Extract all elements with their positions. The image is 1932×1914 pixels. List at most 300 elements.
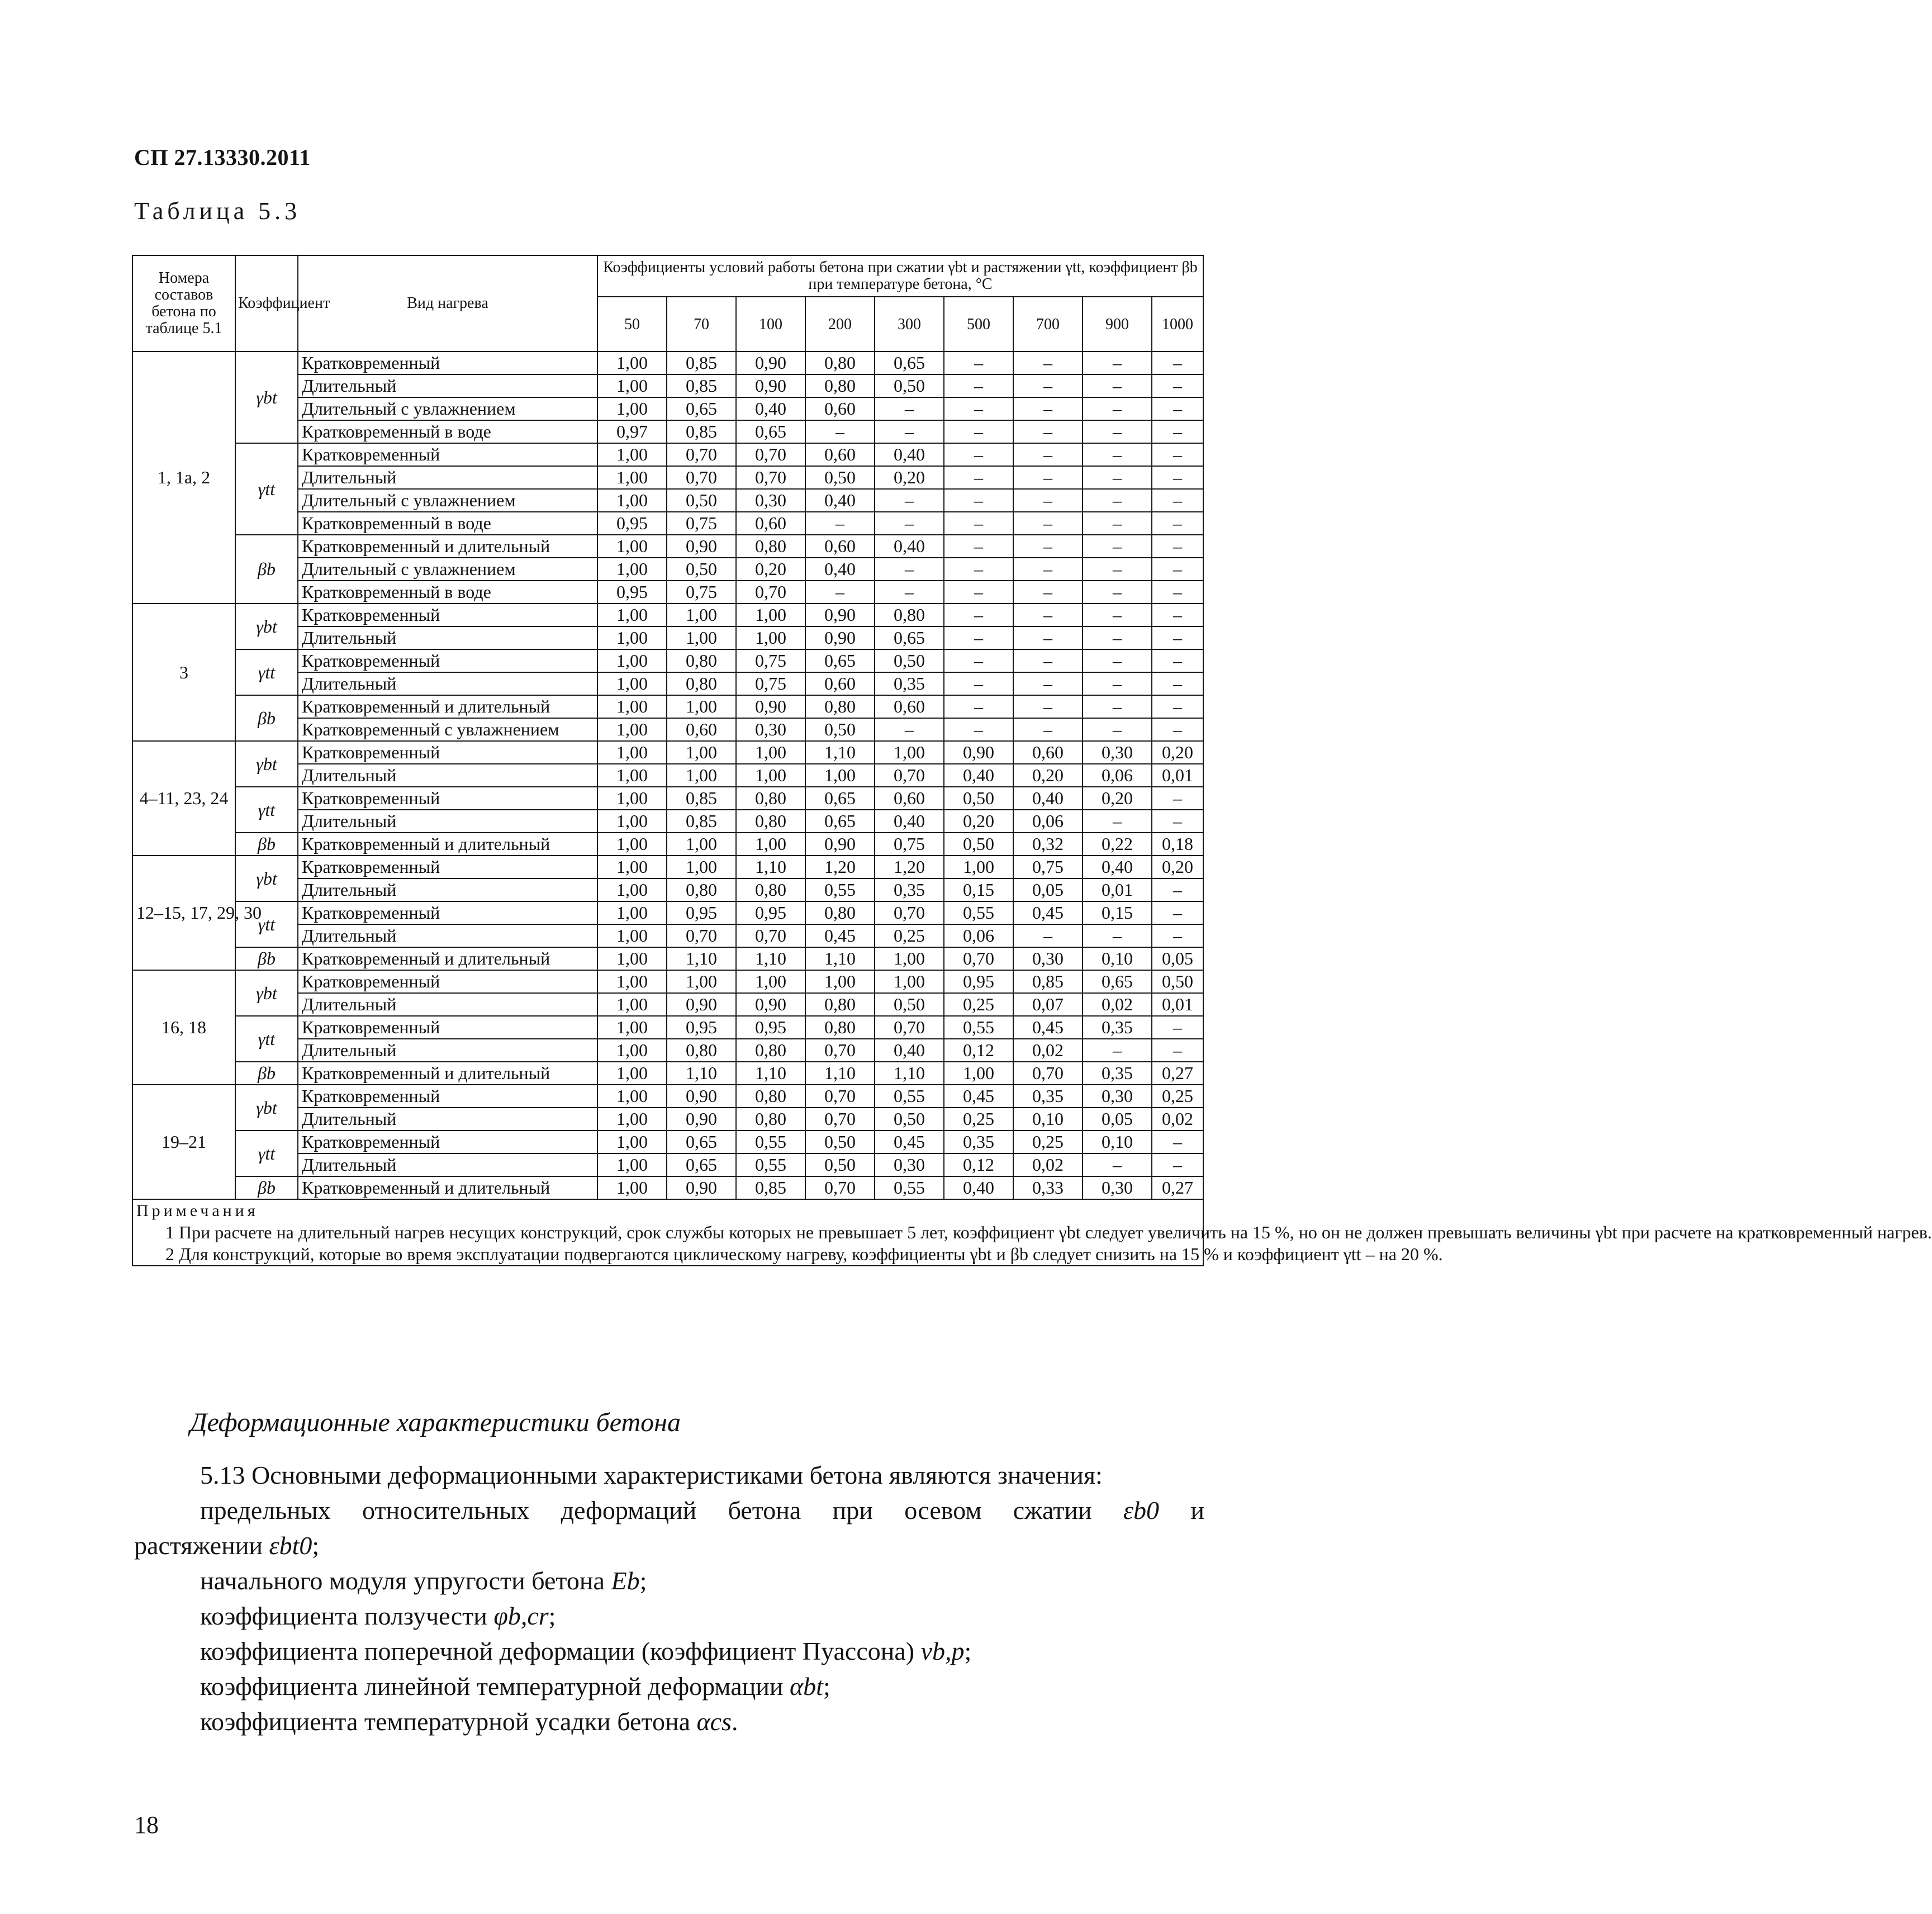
heating-type: Кратковременный [298, 1016, 597, 1039]
coefficient-value: 0,40 [736, 397, 805, 420]
coefficient-value: 0,25 [944, 1108, 1013, 1131]
coefficient-value: 0,80 [736, 810, 805, 833]
coefficient-value: 0,65 [736, 420, 805, 443]
coefficient-value: 0,35 [1083, 1062, 1152, 1085]
table-row [132, 352, 1203, 374]
coefficient-value: – [1013, 626, 1083, 649]
coefficient-value: – [1083, 352, 1152, 374]
coefficient-value: – [1083, 443, 1152, 466]
coefficient-value: 0,01 [1152, 764, 1203, 787]
coefficient-value: – [944, 443, 1013, 466]
coefficient-value: 0,90 [667, 993, 736, 1016]
coefficient-value: – [1152, 810, 1203, 833]
coefficient-value: – [1152, 878, 1203, 901]
coefficient-value: 0,80 [667, 672, 736, 695]
coefficient-symbol: γbt [235, 1085, 298, 1131]
coefficient-value: 0,02 [1013, 1153, 1083, 1176]
temp-header: 1000 [1152, 297, 1203, 352]
coefficient-symbol: γtt [235, 649, 298, 695]
coefficient-value: 0,45 [805, 924, 875, 947]
coefficient-symbol: γbt [235, 741, 298, 787]
coefficient-value: – [1083, 558, 1152, 581]
coefficient-value: 1,00 [597, 695, 667, 718]
temp-header: 50 [597, 297, 667, 352]
table-row [132, 970, 1203, 993]
body-line [134, 1669, 1204, 1704]
coefficient-value: – [1083, 512, 1152, 535]
coefficient-value: – [1152, 581, 1203, 604]
coefficient-value: – [944, 535, 1013, 558]
body-line-tail: ; [548, 1602, 556, 1630]
coefficient-value: 0,06 [1083, 764, 1152, 787]
coefficient-value: 0,75 [1013, 856, 1083, 878]
coefficient-value: – [1152, 466, 1203, 489]
coefficient-value: 0,55 [805, 878, 875, 901]
coefficient-value: 0,60 [805, 672, 875, 695]
coefficient-value: 1,00 [597, 764, 667, 787]
body-line [134, 1704, 1204, 1739]
coefficient-value: 0,80 [736, 1085, 805, 1108]
body-line [134, 1598, 1204, 1633]
coefficient-value: – [1152, 1153, 1203, 1176]
heating-type: Длительный [298, 924, 597, 947]
coefficient-value: 0,75 [736, 649, 805, 672]
coefficient-value: – [1013, 443, 1083, 466]
coefficient-value: – [875, 420, 944, 443]
coefficient-value: 0,60 [805, 535, 875, 558]
table-row [132, 741, 1203, 764]
coefficient-value: – [944, 397, 1013, 420]
heating-type: Кратковременный [298, 901, 597, 924]
coefficient-value: 0,95 [736, 1016, 805, 1039]
coefficient-value: 0,35 [1013, 1085, 1083, 1108]
table-notes [132, 1199, 1932, 1266]
coefficient-value: – [1152, 718, 1203, 741]
heating-type: Кратковременный [298, 970, 597, 993]
temp-header: 500 [944, 297, 1013, 352]
coefficient-value: – [875, 397, 944, 420]
coefficient-value: – [1152, 1039, 1203, 1062]
coefficient-value: – [1013, 352, 1083, 374]
coefficient-value: – [1083, 1153, 1152, 1176]
coefficient-value: 0,65 [1083, 970, 1152, 993]
heating-type: Кратковременный [298, 741, 597, 764]
coefficients-table [132, 255, 1932, 1266]
body-line-tail: и [1190, 1496, 1205, 1524]
coefficient-value: 0,70 [875, 901, 944, 924]
table-row [132, 443, 1203, 466]
coefficient-value: – [805, 420, 875, 443]
heating-type: Длительный с увлажнением [298, 558, 597, 581]
coefficient-value: – [1152, 558, 1203, 581]
table-row [132, 1131, 1203, 1153]
coefficient-value: – [1083, 420, 1152, 443]
coefficient-value: 0,70 [944, 947, 1013, 970]
coefficient-value: 0,30 [1083, 741, 1152, 764]
table-row [132, 649, 1203, 672]
heating-type: Кратковременный [298, 1085, 597, 1108]
coefficient-value: 1,10 [667, 1062, 736, 1085]
coefficient-value: 0,95 [597, 512, 667, 535]
table-row [132, 604, 1203, 626]
coefficient-symbol: βb [235, 1062, 298, 1085]
body-line-text: предельных относительных деформаций бетона при осевом сжатии [200, 1496, 1092, 1524]
heating-type: Кратковременный [298, 443, 597, 466]
coefficient-value: 0,70 [805, 1176, 875, 1199]
coefficient-value: 0,80 [736, 878, 805, 901]
heating-type: Кратковременный [298, 649, 597, 672]
coefficient-value: 0,30 [736, 489, 805, 512]
coefficient-value: – [944, 649, 1013, 672]
coefficient-value: 0,25 [944, 993, 1013, 1016]
coefficient-value: – [1152, 672, 1203, 695]
coefficient-value: 0,33 [1013, 1176, 1083, 1199]
coefficient-value: – [1083, 1039, 1152, 1062]
heating-type: Длительный [298, 878, 597, 901]
coefficient-value: 0,55 [736, 1153, 805, 1176]
coefficient-value: 0,05 [1152, 947, 1203, 970]
coefficient-value: 1,10 [805, 741, 875, 764]
coefficient-value: 0,90 [736, 695, 805, 718]
coefficient-value: 0,75 [667, 581, 736, 604]
coefficient-value: – [1013, 924, 1083, 947]
coefficient-value: 0,60 [805, 397, 875, 420]
coefficient-value: 0,45 [944, 1085, 1013, 1108]
coefficient-value: 1,00 [736, 741, 805, 764]
heating-type: Кратковременный в воде [298, 512, 597, 535]
coefficient-value: 1,00 [667, 856, 736, 878]
page-number: 18 [134, 1811, 159, 1839]
coefficient-value: 0,40 [1083, 856, 1152, 878]
coefficient-symbol: βb [235, 695, 298, 741]
coefficient-value: 0,05 [1013, 878, 1083, 901]
heating-type: Кратковременный и длительный [298, 1062, 597, 1085]
coefficient-value: 0,80 [667, 1039, 736, 1062]
coefficient-value: 0,80 [667, 878, 736, 901]
coefficient-value: 0,30 [1013, 947, 1083, 970]
temp-header: 100 [736, 297, 805, 352]
coefficient-value: – [1083, 649, 1152, 672]
coefficient-value: 1,00 [667, 741, 736, 764]
coefficient-value: 0,75 [667, 512, 736, 535]
temp-header: 900 [1083, 297, 1152, 352]
coefficient-value: 0,50 [875, 1108, 944, 1131]
coefficient-value: 0,20 [944, 810, 1013, 833]
coefficient-value: 0,06 [944, 924, 1013, 947]
heating-type: Длительный [298, 810, 597, 833]
coefficient-value: 0,80 [805, 695, 875, 718]
section-body [134, 1457, 1204, 1739]
coefficient-value: 0,90 [736, 352, 805, 374]
coefficient-value: 0,80 [736, 1039, 805, 1062]
coefficient-value: 1,00 [597, 1176, 667, 1199]
table-row [132, 1062, 1203, 1085]
coefficient-value: 0,27 [1152, 1176, 1203, 1199]
coefficient-value: 1,00 [597, 443, 667, 466]
heating-type: Кратковременный и длительный [298, 947, 597, 970]
coefficient-value: 0,02 [1013, 1039, 1083, 1062]
coefficient-value: 0,45 [1013, 901, 1083, 924]
coefficient-value: 0,70 [736, 924, 805, 947]
coefficient-value: – [1083, 718, 1152, 741]
coefficient-value: – [944, 512, 1013, 535]
coefficient-value: 0,20 [1152, 856, 1203, 878]
coefficient-value: 0,50 [667, 489, 736, 512]
coefficient-value: 0,65 [805, 649, 875, 672]
coefficient-symbol: γtt [235, 443, 298, 535]
body-line-text: коэффициента поперечной деформации (коэффициент Пуассона) [200, 1637, 915, 1665]
table-row [132, 947, 1203, 970]
coefficient-value: 0,95 [736, 901, 805, 924]
coefficient-value: – [1083, 924, 1152, 947]
coefficient-value: 0,90 [667, 1085, 736, 1108]
coefficient-value: 1,00 [667, 604, 736, 626]
coefficient-value: – [944, 489, 1013, 512]
temp-header: 200 [805, 297, 875, 352]
coefficient-value: – [1083, 535, 1152, 558]
coefficient-value: 0,65 [667, 1153, 736, 1176]
heating-type: Длительный с увлажнением [298, 397, 597, 420]
coefficient-value: 0,06 [1013, 810, 1083, 833]
coefficient-value: 0,35 [875, 878, 944, 901]
coefficient-value: 0,90 [667, 1176, 736, 1199]
coefficient-value: – [1152, 604, 1203, 626]
coefficient-value: 0,60 [875, 787, 944, 810]
coefficient-value: 1,10 [805, 947, 875, 970]
coefficient-value: 0,18 [1152, 833, 1203, 856]
body-line [134, 1633, 1204, 1669]
coefficient-value: – [944, 420, 1013, 443]
coefficient-value: 0,20 [1083, 787, 1152, 810]
coefficient-value: 0,60 [1013, 741, 1083, 764]
heating-type: Кратковременный и длительный [298, 833, 597, 856]
heating-type: Длительный [298, 1108, 597, 1131]
coefficient-value: – [875, 581, 944, 604]
coefficient-value: 0,12 [944, 1153, 1013, 1176]
coefficient-value: 0,35 [944, 1131, 1013, 1153]
coefficient-value: – [1083, 626, 1152, 649]
coefficient-value: 0,60 [875, 695, 944, 718]
coefficient-value: 0,50 [875, 993, 944, 1016]
coefficient-value: 1,00 [597, 787, 667, 810]
coefficient-value: 0,70 [805, 1108, 875, 1131]
coefficient-value: 1,00 [597, 558, 667, 581]
coefficient-value: 1,00 [597, 718, 667, 741]
coefficients-table-container [132, 255, 1932, 1266]
coefficient-value: 1,00 [597, 924, 667, 947]
coefficient-value: 0,01 [1152, 993, 1203, 1016]
heating-type: Кратковременный и длительный [298, 535, 597, 558]
coefficient-value: 0,70 [667, 466, 736, 489]
coefficient-value: 0,01 [1083, 878, 1152, 901]
coefficient-value: 0,50 [875, 649, 944, 672]
coefficient-value: – [1013, 672, 1083, 695]
coefficient-value: 0,10 [1083, 1131, 1152, 1153]
coefficient-value: 0,80 [875, 604, 944, 626]
body-line [134, 1457, 1204, 1493]
coefficient-value: – [1152, 535, 1203, 558]
coefficient-value: – [944, 672, 1013, 695]
coefficient-value: 1,00 [667, 764, 736, 787]
coefficient-value: – [875, 489, 944, 512]
coefficient-value: – [1083, 466, 1152, 489]
coefficient-value: 0,10 [1083, 947, 1152, 970]
coefficient-value: 0,90 [805, 626, 875, 649]
coefficient-value: – [1013, 374, 1083, 397]
heating-type: Длительный [298, 993, 597, 1016]
coefficient-value: 0,40 [1013, 787, 1083, 810]
coefficient-value: 0,95 [944, 970, 1013, 993]
coefficient-value: 0,40 [944, 764, 1013, 787]
body-line [134, 1528, 1204, 1563]
coefficient-value: – [1152, 352, 1203, 374]
coefficient-value: 1,00 [667, 970, 736, 993]
coefficient-value: 0,40 [805, 558, 875, 581]
coefficient-value: – [944, 466, 1013, 489]
coefficient-symbol: γbt [235, 970, 298, 1016]
coefficient-value: – [1013, 512, 1083, 535]
math-symbol: εb0 [1123, 1496, 1160, 1524]
coefficient-value: 0,05 [1083, 1108, 1152, 1131]
heating-type: Кратковременный в воде [298, 420, 597, 443]
coefficient-value: 1,00 [736, 604, 805, 626]
coefficient-value: 0,80 [736, 535, 805, 558]
coefficient-value: – [1013, 581, 1083, 604]
coefficient-value: – [1083, 695, 1152, 718]
coefficient-value: 1,00 [597, 1085, 667, 1108]
math-symbol: αbt [790, 1672, 823, 1701]
group-label: 12–15, 17, 29, 30 [132, 856, 235, 970]
coefficient-value: 0,65 [805, 810, 875, 833]
body-line-tail: ; [312, 1531, 320, 1560]
math-symbol: εbt0 [269, 1531, 312, 1560]
heating-type: Длительный [298, 1039, 597, 1062]
notes-row [132, 1199, 1203, 1266]
document-code: СП 27.13330.2011 [134, 145, 311, 170]
coefficient-value: – [1013, 397, 1083, 420]
coefficient-value: 0,55 [944, 901, 1013, 924]
coefficient-value: 0,30 [875, 1153, 944, 1176]
table-row [132, 1085, 1203, 1108]
coefficient-symbol: βb [235, 535, 298, 604]
coefficient-value: 1,00 [597, 1016, 667, 1039]
coefficient-value: 0,20 [875, 466, 944, 489]
coefficient-value: 0,80 [667, 649, 736, 672]
coefficient-value: – [1013, 466, 1083, 489]
coefficient-value: 0,22 [1083, 833, 1152, 856]
coefficient-symbol: γbt [235, 604, 298, 649]
coefficient-value: – [1013, 604, 1083, 626]
coefficient-value: 0,70 [875, 764, 944, 787]
coefficient-value: 0,45 [875, 1131, 944, 1153]
coefficient-value: – [1152, 924, 1203, 947]
coefficient-value: 0,02 [1083, 993, 1152, 1016]
coefficient-value: 0,40 [875, 1039, 944, 1062]
coefficient-value: 0,30 [1083, 1085, 1152, 1108]
coefficient-value: 0,60 [805, 443, 875, 466]
math-symbol: νb,p [920, 1637, 965, 1665]
math-symbol: αcs [696, 1707, 732, 1736]
coefficient-value: 1,00 [875, 741, 944, 764]
coefficient-value: 0,97 [597, 420, 667, 443]
heating-type: Длительный [298, 1153, 597, 1176]
coefficient-value: 1,10 [736, 947, 805, 970]
header-heating: Вид нагрева [298, 255, 597, 352]
coefficient-value: 0,50 [805, 466, 875, 489]
coefficient-value: 0,40 [875, 535, 944, 558]
coefficient-value: 0,70 [805, 1039, 875, 1062]
coefficient-value: 0,10 [1013, 1108, 1083, 1131]
coefficient-value: 0,70 [805, 1085, 875, 1108]
coefficient-value: – [875, 718, 944, 741]
coefficient-value: – [1013, 535, 1083, 558]
coefficient-value: – [1152, 512, 1203, 535]
coefficient-value: 1,00 [944, 1062, 1013, 1085]
heating-type: Кратковременный [298, 856, 597, 878]
coefficient-value: 0,20 [1013, 764, 1083, 787]
coefficient-value: – [1013, 649, 1083, 672]
coefficient-value: 0,90 [805, 604, 875, 626]
coefficient-value: 0,60 [736, 512, 805, 535]
table-row [132, 535, 1203, 558]
coefficient-value: 0,02 [1152, 1108, 1203, 1131]
coefficient-value: – [1083, 397, 1152, 420]
header-row [132, 255, 1203, 297]
coefficient-value: 0,90 [736, 374, 805, 397]
coefficient-value: 0,80 [805, 901, 875, 924]
coefficient-value: 1,00 [944, 856, 1013, 878]
coefficient-value: – [1013, 718, 1083, 741]
coefficient-value: 1,00 [597, 535, 667, 558]
coefficient-value: 0,50 [1152, 970, 1203, 993]
coefficient-value: – [805, 512, 875, 535]
coefficient-value: – [1152, 489, 1203, 512]
group-label: 16, 18 [132, 970, 235, 1085]
coefficient-symbol: γtt [235, 901, 298, 947]
coefficient-value: 0,80 [736, 1108, 805, 1131]
coefficient-value: 0,70 [1013, 1062, 1083, 1085]
body-line-text: начального модуля упругости бетона [200, 1566, 605, 1595]
coefficient-value: – [1152, 1016, 1203, 1039]
coefficient-value: 0,60 [667, 718, 736, 741]
header-span: Коэффициенты условий работы бетона при сжатии γbt и растяжении γtt, коэффициент βb при температуре бетона, °С [597, 255, 1203, 297]
coefficient-value: – [944, 604, 1013, 626]
coefficient-value: 0,80 [805, 352, 875, 374]
note-item: 1 При расчете на длительный нагрев несущих конструкций, срок службы которых не превышает 5 лет, коэффициент γbt следует увеличить на 15 %, но он не должен превышать величины γbt при расчете на кратковременный нагрев. [165, 1222, 1932, 1242]
table-row [132, 695, 1203, 718]
coefficient-value: 0,30 [736, 718, 805, 741]
heating-type: Кратковременный в воде [298, 581, 597, 604]
coefficient-value: 1,00 [597, 947, 667, 970]
coefficient-value: 1,00 [736, 626, 805, 649]
coefficient-value: 1,00 [597, 833, 667, 856]
coefficient-value: 1,00 [597, 672, 667, 695]
coefficient-value: 0,50 [875, 374, 944, 397]
coefficient-value: – [1083, 374, 1152, 397]
heating-type: Кратковременный [298, 604, 597, 626]
group-label: 4–11, 23, 24 [132, 741, 235, 856]
body-line-text: коэффициента температурной усадки бетона [200, 1707, 690, 1736]
coefficient-value: – [1013, 695, 1083, 718]
coefficient-value: 1,00 [597, 649, 667, 672]
coefficient-value: 1,00 [597, 1153, 667, 1176]
body-line-text: коэффициента ползучести [200, 1602, 487, 1630]
coefficient-value: 0,40 [805, 489, 875, 512]
coefficient-value: 0,55 [875, 1085, 944, 1108]
group-label: 1, 1а, 2 [132, 352, 235, 604]
coefficient-value: 1,00 [597, 810, 667, 833]
coefficient-value: 1,00 [805, 970, 875, 993]
